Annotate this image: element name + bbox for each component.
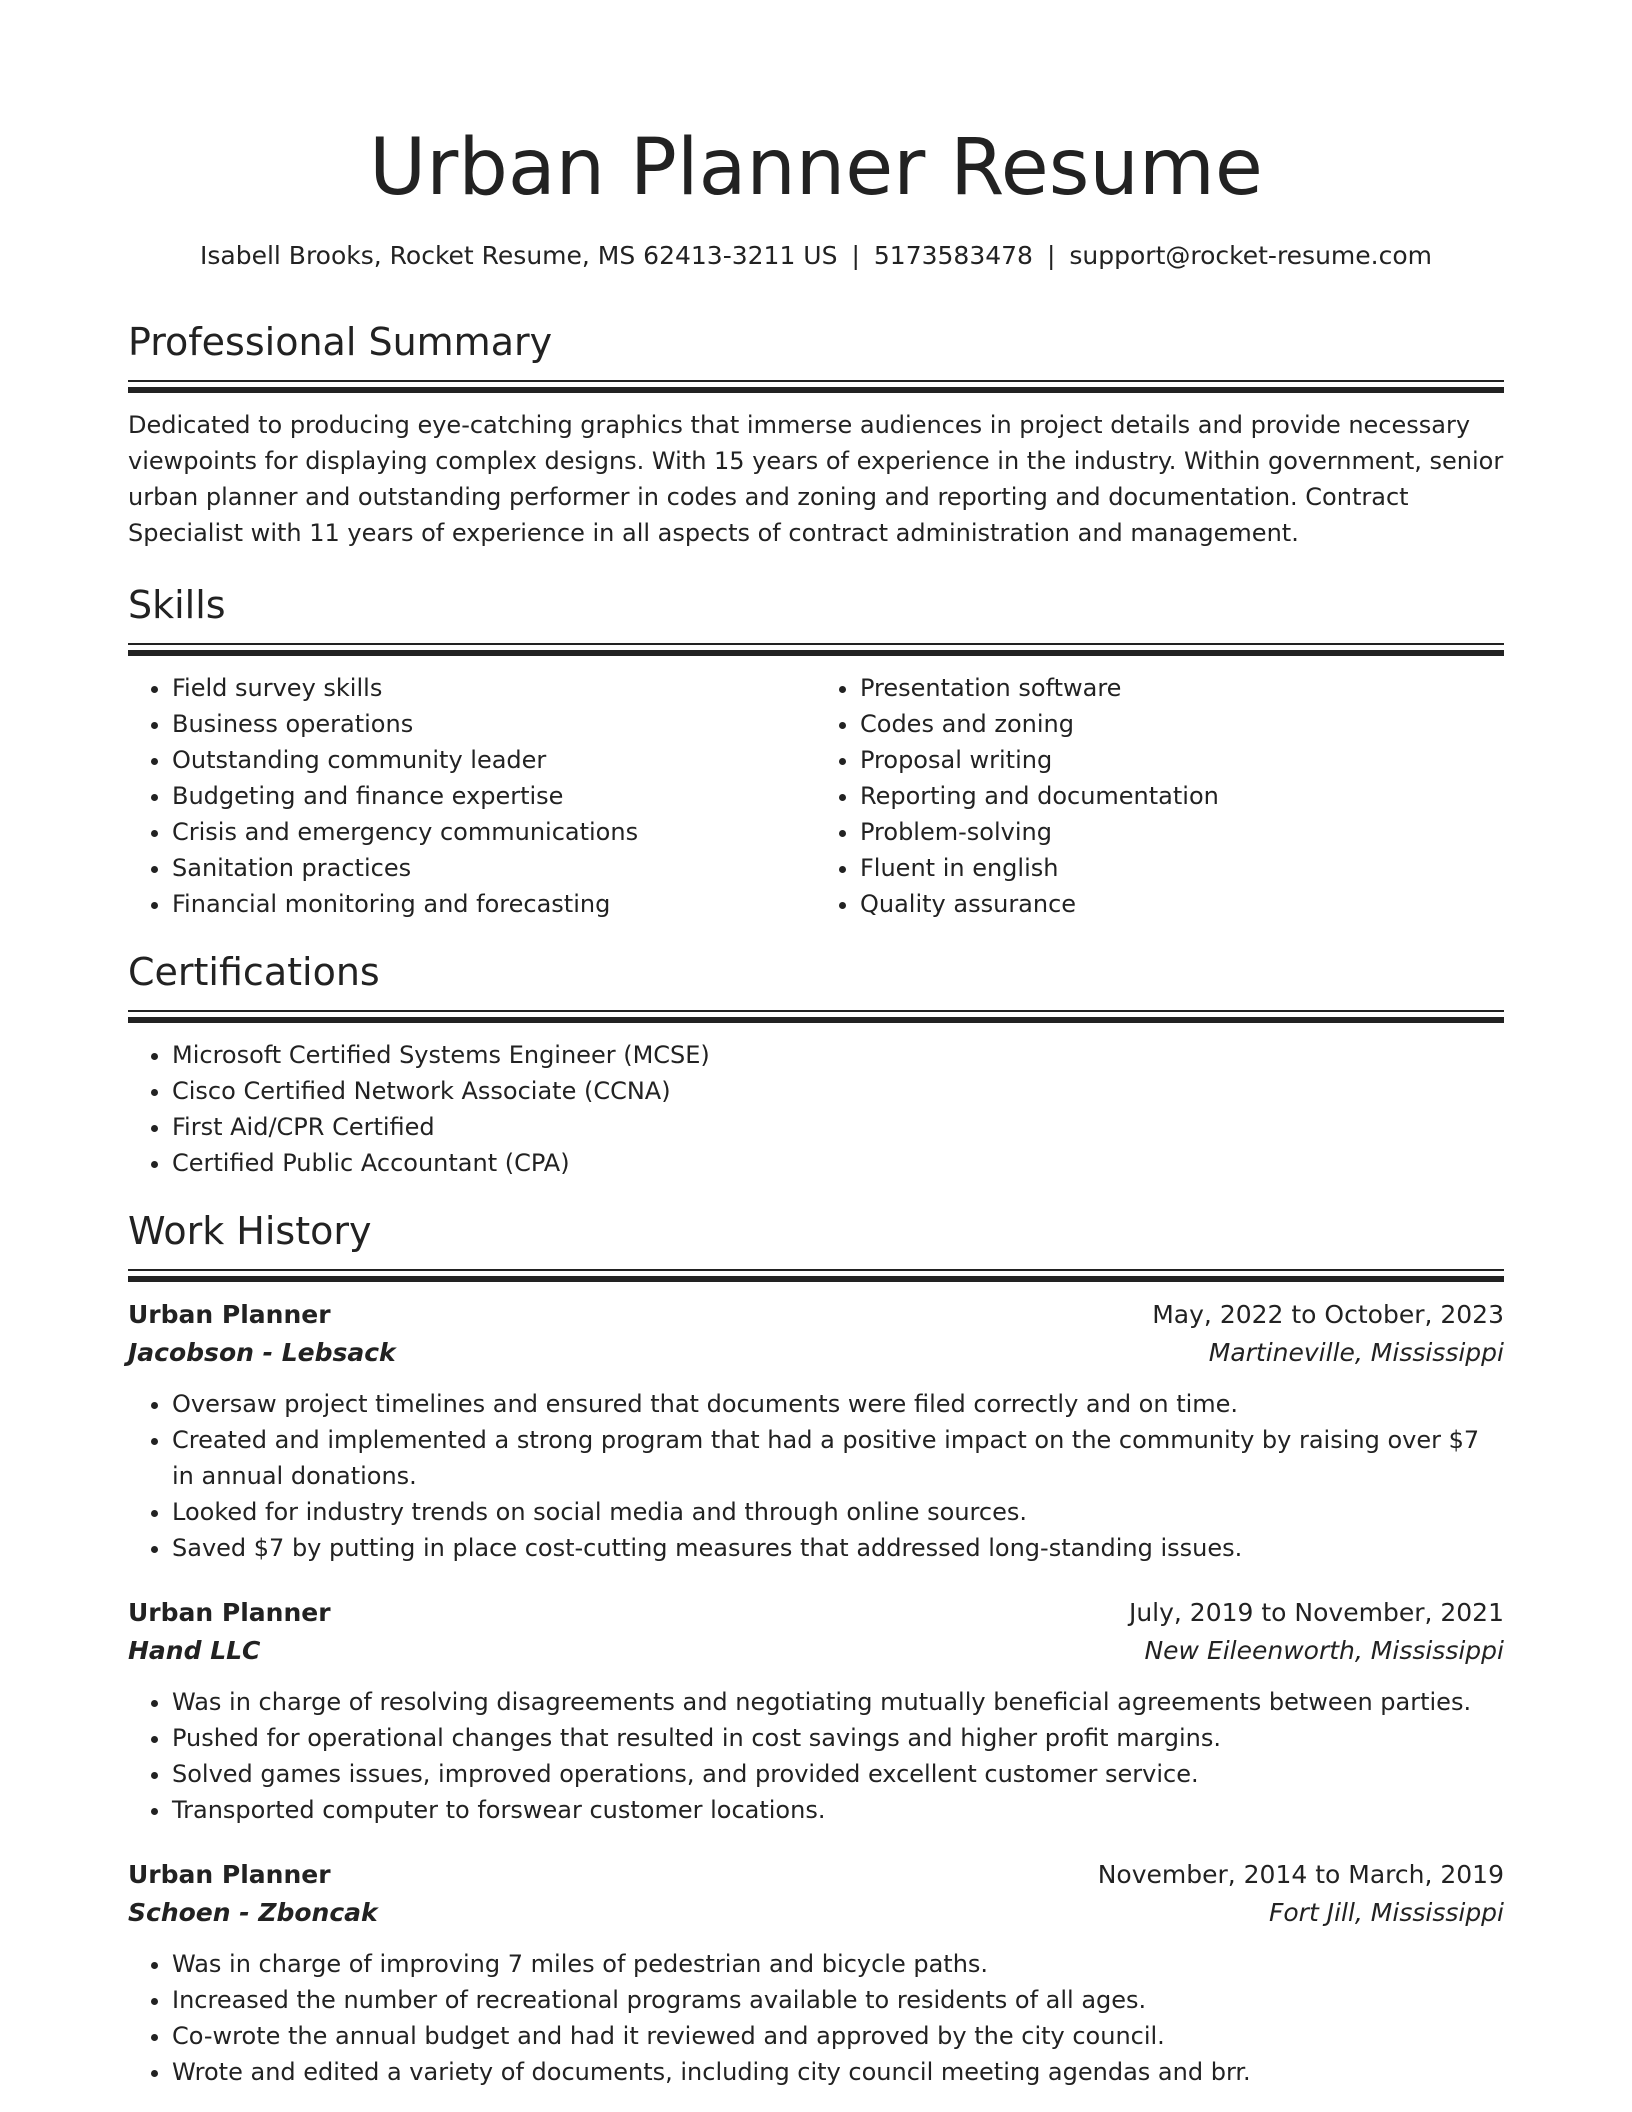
- job-company: Hand LLC: [128, 1636, 261, 1665]
- skill-item: • Problem-solving: [860, 814, 1504, 850]
- skill-item: • Field survey skills: [172, 670, 816, 706]
- job-bullet: • Was in charge of resolving disagreements and negotiating mutually beneficial agreements between parties.: [172, 1684, 1504, 1720]
- skills-columns: [128, 670, 1504, 922]
- certifications-list: [128, 1037, 1504, 1181]
- job-location: Fort Jill, Mississippi: [1269, 1898, 1504, 1927]
- skill-item: • Reporting and documentation: [860, 778, 1504, 814]
- job-bullet: • Was in charge of improving 7 miles of pedestrian and bicycle paths.: [172, 1946, 1504, 1982]
- certification-item: • First Aid/CPR Certified: [172, 1109, 1504, 1145]
- contact-separator: |: [851, 241, 860, 270]
- job-title: Urban Planner: [128, 1860, 331, 1889]
- skill-item: • Business operations: [172, 706, 816, 742]
- job-bullet: • Oversaw project timelines and ensured that documents were filed correctly and on time.: [172, 1386, 1504, 1422]
- job-dates: May, 2022 to October, 2023: [1152, 1300, 1504, 1329]
- section-heading: Work History: [128, 1209, 372, 1253]
- skill-item: • Sanitation practices: [172, 850, 816, 886]
- section-heading: Skills: [128, 583, 226, 627]
- professional-summary-section: [128, 318, 1504, 551]
- job-company-row: [128, 1894, 1504, 1932]
- job-company-row: [128, 1632, 1504, 1670]
- section-heading: Certifications: [128, 950, 380, 994]
- skill-item: • Fluent in english: [860, 850, 1504, 886]
- job-entry: [128, 1594, 1504, 1828]
- job-bullet: • Looked for industry trends on social media and through online sources.: [172, 1494, 1504, 1530]
- job-bullet: • Wrote and edited a variety of documents, including city council meeting agendas and brr.: [172, 2054, 1504, 2090]
- job-entry: [128, 1296, 1504, 1566]
- skill-item: • Financial monitoring and forecasting: [172, 886, 816, 922]
- section-divider: [128, 643, 1504, 656]
- job-title: Urban Planner: [128, 1300, 331, 1329]
- section-divider: [128, 1010, 1504, 1023]
- job-bullet: • Co-wrote the annual budget and had it reviewed and approved by the city council.: [172, 2018, 1504, 2054]
- section-divider: [128, 1269, 1504, 1282]
- job-dates: July, 2019 to November, 2021: [1128, 1598, 1504, 1627]
- job-entry: [128, 1856, 1504, 2090]
- job-bullets: [128, 1386, 1504, 1566]
- certification-item: • Cisco Certified Network Associate (CCNA): [172, 1073, 1504, 1109]
- job-company: Schoen - Zboncak: [128, 1898, 378, 1927]
- skill-item: • Codes and zoning: [860, 706, 1504, 742]
- job-company: Jacobson - Lebsack: [128, 1338, 396, 1367]
- job-location: New Eileenworth, Mississippi: [1144, 1636, 1504, 1665]
- job-bullet: • Transported computer to forswear customer locations.: [172, 1792, 1504, 1828]
- page-title: Urban Planner Resume: [369, 123, 1263, 213]
- certifications-section: [128, 948, 1504, 1181]
- skill-item: • Proposal writing: [860, 742, 1504, 778]
- certification-item: • Certified Public Accountant (CPA): [172, 1145, 1504, 1181]
- job-bullet: • Pushed for operational changes that resulted in cost savings and higher profit margins.: [172, 1720, 1504, 1756]
- summary-text: Dedicated to producing eye-catching graphics that immerse audiences in project details and provide necessary viewpoints for displaying complex designs. With 15 years of experience in the industry. Within government, senior urban planner and outstanding performer in codes and zoning and reporting and documentation. Contract Specialist with 11 years of experience in all aspects of contract administration and management.: [128, 411, 1504, 547]
- job-header-row: [128, 1594, 1504, 1632]
- job-bullet: • Saved $7 by putting in place cost-cutting measures that addressed long-standing issues.: [172, 1530, 1504, 1566]
- work-history-section: [128, 1207, 1504, 2090]
- contact-address: Isabell Brooks, Rocket Resume, MS 62413-3211 US: [199, 241, 838, 270]
- contact-separator: |: [1046, 241, 1056, 270]
- skill-item: • Quality assurance: [860, 886, 1504, 922]
- certification-item: • Microsoft Certified Systems Engineer (MCSE): [172, 1037, 1504, 1073]
- skills-section: [128, 581, 1504, 922]
- job-bullets: [128, 1946, 1504, 2090]
- skill-item: • Presentation software: [860, 670, 1504, 706]
- job-company-row: [128, 1334, 1504, 1372]
- skills-list-left: [128, 670, 816, 922]
- section-divider: [128, 380, 1504, 393]
- contact-line: [128, 238, 1504, 274]
- job-header-row: [128, 1296, 1504, 1334]
- contact-email: support@rocket-resume.com: [1069, 241, 1433, 270]
- job-title: Urban Planner: [128, 1598, 331, 1627]
- section-heading: Professional Summary: [128, 320, 553, 364]
- job-bullet: • Increased the number of recreational programs available to residents of all ages.: [172, 1982, 1504, 2018]
- job-location: Martineville, Mississippi: [1208, 1338, 1504, 1367]
- skill-item: • Outstanding community leader: [172, 742, 816, 778]
- skill-item: • Budgeting and finance expertise: [172, 778, 816, 814]
- job-bullet: • Created and implemented a strong program that had a positive impact on the community by raising over $7 in annual donations.: [172, 1422, 1504, 1494]
- job-bullet: • Solved games issues, improved operations, and provided excellent customer service.: [172, 1756, 1504, 1792]
- job-header-row: [128, 1856, 1504, 1894]
- skills-list-right: [816, 670, 1504, 922]
- job-bullets: [128, 1684, 1504, 1828]
- contact-phone: 5173583478: [873, 241, 1033, 270]
- skill-item: • Crisis and emergency communications: [172, 814, 816, 850]
- job-dates: November, 2014 to March, 2019: [1097, 1860, 1504, 1889]
